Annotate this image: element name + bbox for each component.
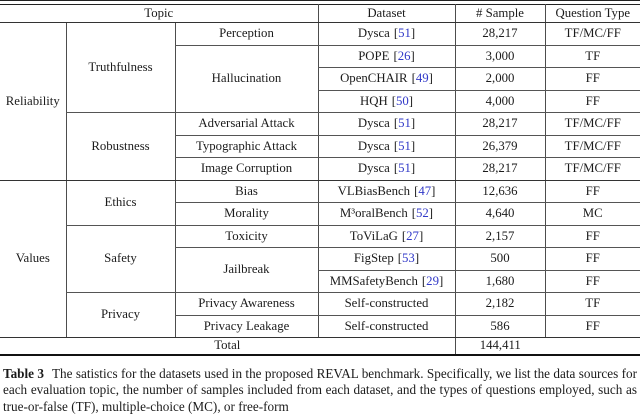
samples-cell: 12,636 <box>455 180 545 203</box>
dataset-cell <box>318 225 455 248</box>
dataset-name: FigStep <box>353 251 394 266</box>
cite-close-bracket: ] <box>410 48 415 63</box>
subgroup-cell-truthfulness: Truthfulness <box>66 23 175 113</box>
dataset-name: Self-constructed <box>344 318 429 333</box>
table-row <box>0 293 640 316</box>
header-qtype: Question Type <box>545 5 640 23</box>
qtype-cell: FF <box>545 315 640 338</box>
dataset-name: Self-constructed <box>344 296 429 311</box>
dataset-name: POPE <box>358 48 390 63</box>
dataset-name: HQH <box>359 93 388 108</box>
table-row <box>0 225 640 248</box>
cite-open-bracket: [ <box>421 273 427 288</box>
dataset-name: Dysca <box>357 161 390 176</box>
cite-close-bracket: ] <box>410 161 416 176</box>
dataset-cell <box>318 23 455 46</box>
table-caption <box>3 366 637 416</box>
samples-cell: 2,000 <box>455 68 545 91</box>
dataset-cell <box>318 180 455 203</box>
cite-close-bracket: ] <box>410 26 416 41</box>
cite-close-bracket: ] <box>410 138 416 153</box>
task-cell-privacy-awareness: Privacy Awareness <box>175 293 318 316</box>
qtype-cell: FF <box>545 90 640 113</box>
cite-open-bracket: [ <box>414 183 419 198</box>
header-row <box>0 5 640 23</box>
task-cell-morality: Morality <box>175 203 318 226</box>
samples-cell: 3,000 <box>455 45 545 68</box>
group-cell-reliability: Reliability <box>0 23 66 181</box>
qtype-cell: TF/MC/FF <box>545 23 640 46</box>
task-cell-corruption: Image Corruption <box>175 158 318 181</box>
header-dataset: Dataset <box>318 5 455 23</box>
samples-cell: 586 <box>455 315 545 338</box>
cite-close-bracket: ] <box>428 71 433 86</box>
task-cell-typographic: Typographic Attack <box>175 135 318 158</box>
dataset-name: Dysca <box>357 138 390 153</box>
cite-close-bracket: ] <box>410 116 416 131</box>
samples-cell: 26,379 <box>455 135 545 158</box>
dataset-cell <box>318 203 455 226</box>
dataset-name: ToViLaG <box>349 228 398 243</box>
qtype-cell: MC <box>545 203 640 226</box>
samples-cell: 28,217 <box>455 23 545 46</box>
samples-cell: 2,182 <box>455 293 545 316</box>
total-qtype-empty <box>545 338 640 355</box>
cite-open-bracket: [ <box>393 138 399 153</box>
citation-link[interactable]: 49 <box>415 71 429 86</box>
qtype-cell: FF <box>545 225 640 248</box>
samples-cell: 1,680 <box>455 270 545 293</box>
qtype-cell: TF <box>545 45 640 68</box>
cite-open-bracket: [ <box>393 161 399 176</box>
samples-cell: 4,000 <box>455 90 545 113</box>
cite-close-bracket: ] <box>431 183 436 198</box>
subgroup-cell-ethics: Ethics <box>66 180 175 225</box>
dataset-cell <box>318 248 455 271</box>
cite-close-bracket: ] <box>408 93 414 108</box>
datasets-table <box>0 4 640 356</box>
citation-link[interactable]: 53 <box>402 251 415 266</box>
cite-close-bracket: ] <box>414 251 420 266</box>
caption-text: The satistics for the datasets used in the proposed REVAL benchmark. Specifically, we list the data sources for each evaluation topic, the number of samples included from each dataset, and the types of questions employed, such as true-or-false (TF), multiple-choice (MC), or free-form <box>3 365 637 415</box>
subgroup-cell-robustness: Robustness <box>66 113 175 181</box>
dataset-name: Dysca <box>357 116 390 131</box>
group-cell-values: Values <box>0 180 66 338</box>
citation-link[interactable]: 51 <box>398 138 411 153</box>
table-row <box>0 23 640 46</box>
cite-close-bracket: ] <box>418 228 424 243</box>
subgroup-cell-safety: Safety <box>66 225 175 293</box>
citation-link[interactable]: 51 <box>398 161 411 176</box>
citation-link[interactable]: 26 <box>397 48 411 63</box>
cite-open-bracket: [ <box>411 206 416 221</box>
qtype-cell: TF/MC/FF <box>545 113 640 136</box>
qtype-cell: FF <box>545 270 640 293</box>
total-row <box>0 338 640 355</box>
task-cell-jailbreak: Jailbreak <box>175 248 318 293</box>
cite-open-bracket: [ <box>393 26 399 41</box>
caption-label: Table 3 <box>3 365 44 381</box>
qtype-cell: FF <box>545 248 640 271</box>
samples-cell: 2,157 <box>455 225 545 248</box>
dataset-cell <box>318 90 455 113</box>
table-row <box>0 180 640 203</box>
dataset-cell <box>318 158 455 181</box>
cite-close-bracket: ] <box>438 273 444 288</box>
qtype-cell: FF <box>545 180 640 203</box>
total-value: 144,411 <box>455 338 545 355</box>
qtype-cell: TF/MC/FF <box>545 158 640 181</box>
dataset-cell <box>318 45 455 68</box>
total-label: Total <box>214 338 241 353</box>
citation-link[interactable]: 51 <box>398 116 411 131</box>
dataset-cell <box>318 135 455 158</box>
dataset-name: MMSafetyBench <box>329 273 418 288</box>
task-cell-adversarial: Adversarial Attack <box>175 113 318 136</box>
dataset-name: Dysca <box>357 26 390 41</box>
samples-cell: 28,217 <box>455 113 545 136</box>
header-samples: # Sample <box>455 5 545 23</box>
task-cell-toxicity: Toxicity <box>175 225 318 248</box>
citation-link[interactable]: 29 <box>426 273 439 288</box>
citation-link[interactable]: 47 <box>418 183 432 198</box>
cite-open-bracket: [ <box>391 93 396 108</box>
dataset-cell <box>318 270 455 293</box>
dataset-cell <box>318 113 455 136</box>
samples-cell: 4,640 <box>455 203 545 226</box>
table-row <box>0 113 640 136</box>
cite-open-bracket: [ <box>401 228 407 243</box>
task-cell-privacy-leakage: Privacy Leakage <box>175 315 318 338</box>
cite-open-bracket: [ <box>411 71 416 86</box>
task-cell-hallucination: Hallucination <box>175 45 318 113</box>
qtype-cell: TF/MC/FF <box>545 135 640 158</box>
citation-link[interactable]: 51 <box>398 26 411 41</box>
dataset-cell <box>318 68 455 91</box>
dataset-cell <box>318 315 455 338</box>
task-cell-bias: Bias <box>175 180 318 203</box>
qtype-cell: FF <box>545 68 640 91</box>
citation-link[interactable]: 50 <box>395 93 409 108</box>
cite-open-bracket: [ <box>393 48 398 63</box>
dataset-cell <box>318 293 455 316</box>
citation-link[interactable]: 52 <box>416 206 429 221</box>
dataset-name: OpenCHAIR <box>340 71 408 86</box>
cite-close-bracket: ] <box>428 206 434 221</box>
subgroup-cell-privacy: Privacy <box>66 293 175 338</box>
citation-link[interactable]: 27 <box>406 228 419 243</box>
qtype-cell: TF <box>545 293 640 316</box>
cite-open-bracket: [ <box>397 251 403 266</box>
task-cell-perception: Perception <box>175 23 318 46</box>
dataset-name: VLBiasBench <box>337 183 411 198</box>
samples-cell: 500 <box>455 248 545 271</box>
dataset-name: M³oralBench <box>339 206 408 221</box>
cite-open-bracket: [ <box>393 116 399 131</box>
header-topic: Topic <box>0 5 318 23</box>
samples-cell: 28,217 <box>455 158 545 181</box>
